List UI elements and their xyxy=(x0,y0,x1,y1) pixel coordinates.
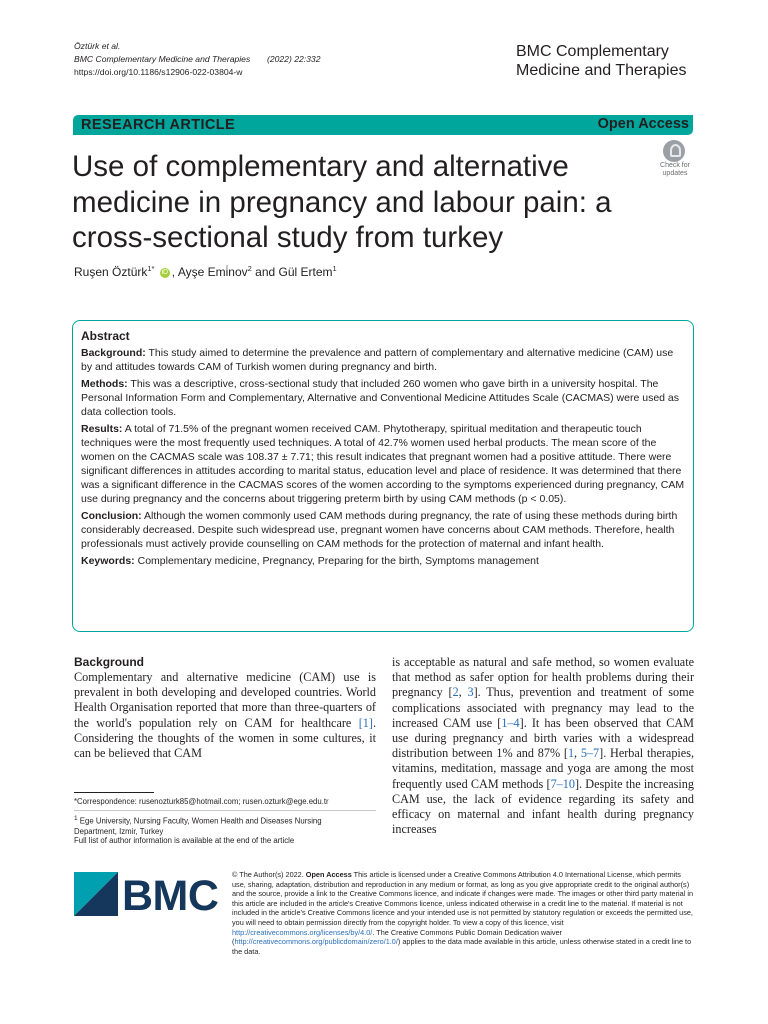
abstract-conclusion-label: Conclusion: xyxy=(81,510,142,522)
reference-link[interactable]: 2 xyxy=(452,685,459,700)
check-updates-line2: updates xyxy=(662,170,688,177)
affiliation-note xyxy=(74,814,364,838)
reference-link[interactable]: 1–4 xyxy=(501,715,520,730)
reference-link[interactable]: 7–10 xyxy=(550,776,575,791)
bmc-logo-icon xyxy=(74,872,118,916)
abstract-box xyxy=(72,320,694,632)
bmc-logo-text: BMC xyxy=(122,872,219,920)
license-text: ) applies to the data made available in this article, unless otherwise stated in a credit line to the data. xyxy=(232,937,692,956)
abstract-methods xyxy=(81,377,685,419)
author-affiliation-sup: 1* xyxy=(147,264,155,273)
year-volume: (2022) 22:332 xyxy=(266,54,321,64)
abstract-background-label: Background: xyxy=(81,347,146,359)
article-type-label: RESEARCH ARTICLE xyxy=(81,117,236,133)
author-name[interactable]: Gül Ertem xyxy=(278,265,333,279)
doi-link[interactable]: https://doi.org/10.1186/s12906-022-03804-w xyxy=(74,67,243,77)
footnote-rule xyxy=(74,792,154,793)
check-updates-label xyxy=(655,162,695,178)
running-authors: Öztürk et al. xyxy=(74,41,121,51)
body-column-right xyxy=(392,655,694,837)
author-list xyxy=(74,264,337,279)
bmc-logo xyxy=(74,872,219,920)
license-text: . The Creative Commons Public Domain Dedication waiver ( xyxy=(232,927,562,947)
article-title: Use of complementary and alternative medicine in pregnancy and labour pain: a cross-sectional study from turkey xyxy=(72,150,612,254)
journal-name-line1: BMC Complementary xyxy=(516,43,669,60)
footnote-separator xyxy=(74,810,376,811)
article-type-banner xyxy=(73,115,693,135)
abstract-methods-label: Methods: xyxy=(81,378,128,390)
citation-line xyxy=(74,53,320,66)
abstract-background xyxy=(81,346,685,374)
license-statement xyxy=(232,870,694,956)
body-text: is acceptable as natural and safe method, so women evaluate that method as safer option for health problems during their pregnancy [ xyxy=(392,655,694,700)
journal-italic: BMC Complementary Medicine and Therapies xyxy=(74,54,251,64)
reference-link[interactable]: 1 xyxy=(567,746,575,761)
reference-link[interactable]: [1] xyxy=(358,715,373,730)
author-affiliation-sup: 2 xyxy=(247,264,252,273)
abstract-conclusion-text: Although the women commonly used CAM methods during pregnancy, the rate of using these methods during birth considerably decreased. Despite such widespread use, pregnant women have concerns about CAM methods. Therefore, health professionals must actively provide counselling on CAM methods for the protection of maternal and infant health. xyxy=(81,510,678,550)
abstract-results-text: A total of 71.5% of the pregnant women received CAM. Phytotherapy, spiritual meditation and therapeutic touch techniques were the most frequently used techniques. A total of 42.7% women used herbal products. The mean score of the women on the CACMAS scale was 108.37 ± 7.71; this result indicates that pregnant women had a positive attitude. There were significant differences in attitudes according to marital status, education level and place of residence. It was determined that there was a significant difference in the CACMAS scores of the women according to the symptoms experienced during pregnancy, CAM use during pregnancy and the concerns about triggering preterm birth by using CAM methods (p < 0.05). xyxy=(81,423,685,505)
open-access-label: Open Access xyxy=(597,116,689,132)
author-affiliation-sup: 1 xyxy=(332,264,337,273)
abstract-background-text: This study aimed to determine the prevalence and pattern of complementary and alternative medicine (CAM) use by and attitudes towards CAM of Turkish women during pregnancy and birth. xyxy=(81,347,674,373)
abstract-heading: Abstract xyxy=(81,329,130,343)
author-separator: , xyxy=(171,265,176,279)
license-text: This article is licensed under a Creative Commons Attribution 4.0 International License, which permits use, sharing, adaptation, distribution and reproduction in any medium or format, as long as you give appropriate credit to the original author(s) and the source, provide a link to the Creative Commons licence, and indicate if changes were made. The images or other third party material in this article are included in the article's Creative Commons licence, unless indicated otherwise in a credit line to the material. If material is not included in the article's Creative Commons licence and your intended use is not permitted by statutory regulation or exceeds the permitted use, you will need to obtain permission directly from the copyright holder. To view a copy of this licence, visit xyxy=(232,870,694,927)
orcid-icon[interactable]: iD xyxy=(161,268,169,276)
abstract-results-label: Results: xyxy=(81,423,123,435)
body-text: Complementary and alternative medicine (CAM) use is prevalent in both developing and developed countries. World Health Organisation reported that more than three-quarters of the world's population rely on CAM for healthcare xyxy=(74,670,376,730)
body-text: , xyxy=(458,685,468,700)
body-paragraph xyxy=(74,670,376,761)
section-heading-background: Background xyxy=(74,655,145,669)
article-meta xyxy=(74,40,320,79)
author-separator: and xyxy=(255,265,276,279)
body-text: , xyxy=(574,746,581,761)
reference-link[interactable]: 5–7 xyxy=(580,746,600,761)
correspondence-note: *Correspondence: rusenozturk85@hotmail.com; rusen.ozturk@ege.edu.tr xyxy=(74,797,329,806)
body-column-left xyxy=(74,655,376,761)
affiliation-sup: 1 xyxy=(74,815,78,822)
check-updates-line1: Check for xyxy=(660,162,690,169)
reference-link[interactable]: 3 xyxy=(467,685,474,700)
license-open-access: Open Access xyxy=(305,870,352,879)
abstract-keywords-label: Keywords: xyxy=(81,555,135,567)
body-text: ]. Herbal therapies, vitamins, meditation, massage and yoga are among the most frequently used CAM methods [ xyxy=(392,746,694,791)
author-name[interactable]: Ruşen Öztürk xyxy=(74,265,148,279)
abstract-methods-text: This was a descriptive, cross-sectional study that included 260 women who gave birth in a university hospital. The Personal Information Form and Complementary, Alternative and Conventional Medicine Attitudes Scale (CACMAS) were used as data collection tools. xyxy=(81,378,680,418)
body-text: ]. Despite the increasing CAM use, the lack of evidence regarding its safety and efficacy on maternal and infant health during pregnancy increases xyxy=(392,776,694,837)
body-text: ]. Thus, prevention and treatment of some complications associated with pregnancy may lead to the increased CAM use [ xyxy=(392,685,695,730)
body-text: . Considering the thoughts of the women in some cultures, it can be believed that CAM xyxy=(74,715,376,761)
license-link-cc-by[interactable]: http://creativecommons.org/licenses/by/4.0/ xyxy=(232,927,373,937)
affiliation-text: Ege University, Nursing Faculty, Women Health and Diseases Nursing Department, Izmir, Turkey xyxy=(74,816,322,837)
license-prefix: © The Author(s) 2022. xyxy=(232,870,306,879)
author-info-note: Full list of author information is available at the end of the article xyxy=(74,836,295,845)
body-paragraph xyxy=(392,655,694,837)
check-for-updates-button[interactable] xyxy=(655,140,695,180)
journal-name-line2: Medicine and Therapies xyxy=(516,62,687,79)
journal-name xyxy=(516,42,686,80)
abstract-keywords xyxy=(81,554,685,568)
abstract-keywords-text: Complementary medicine, Pregnancy, Preparing for the birth, Symptoms management xyxy=(137,555,539,567)
author-name[interactable]: Ayşe Emi̇nov xyxy=(177,265,248,279)
body-text: ]. It has been observed that CAM use during pregnancy and birth varies with a widespread distribution between 1% and 87% [ xyxy=(392,715,695,761)
abstract-conclusion xyxy=(81,509,685,551)
abstract-results xyxy=(81,422,685,506)
check-updates-icon xyxy=(663,140,685,162)
license-link-cc0[interactable]: http://creativecommons.org/publicdomain/zero/1.0/ xyxy=(234,937,398,947)
